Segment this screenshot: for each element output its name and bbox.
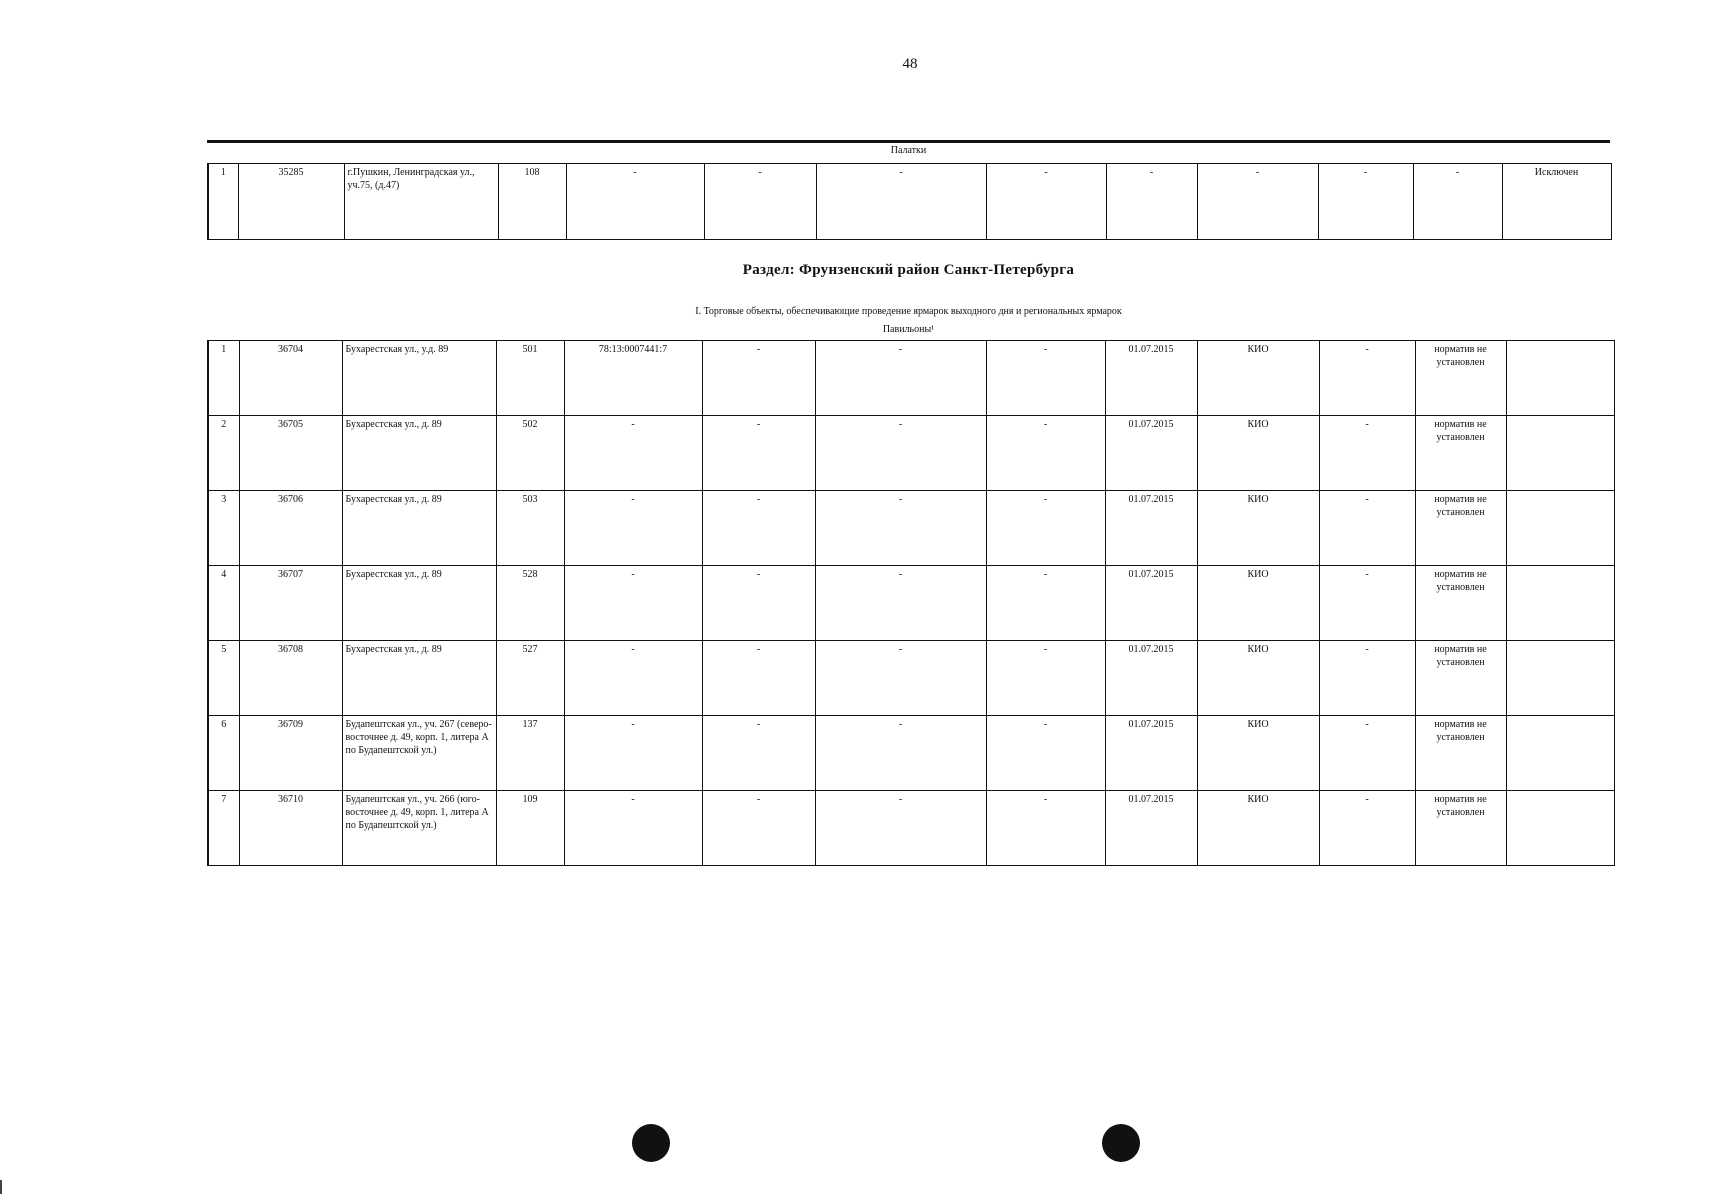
cell-place-number: 528 [496, 566, 564, 641]
cell-col-8: - [986, 341, 1105, 416]
cell-norm-status: норматив не установлен [1415, 716, 1506, 791]
cell-col-11: - [1319, 341, 1415, 416]
cell-norm-status: норматив не установлен [1415, 791, 1506, 866]
cell-address: Бухарестская ул., д. 89 [342, 491, 496, 566]
cell-date: 01.07.2015 [1105, 641, 1197, 716]
cell-col-7: - [815, 416, 986, 491]
cell-object-id: 36709 [239, 716, 342, 791]
cell-cadastral-number: - [566, 164, 704, 240]
pavilions-caption: Павильоны¹ [882, 324, 935, 335]
cell-address: Бухарестская ул., у.д. 89 [342, 341, 496, 416]
cell-note [1506, 416, 1614, 491]
table-row [208, 491, 1614, 566]
cell-col-7: - [815, 716, 986, 791]
table-row [208, 641, 1614, 716]
cell-owner: КИО [1197, 341, 1319, 416]
cell-owner: КИО [1197, 566, 1319, 641]
cell-col-6: - [702, 341, 815, 416]
cell-col-11: - [1319, 566, 1415, 641]
cell-owner: КИО [1197, 416, 1319, 491]
cell-object-id: 36707 [239, 566, 342, 641]
cell-col-6: - [702, 791, 815, 866]
cell-object-id: 35285 [238, 164, 344, 240]
cell-date: - [1106, 164, 1197, 240]
cell-col-11: - [1319, 416, 1415, 491]
cell-row-number: 3 [208, 491, 239, 566]
cell-note [1506, 341, 1614, 416]
cell-place-number: 502 [496, 416, 564, 491]
cell-row-number: 2 [208, 416, 239, 491]
cell-col-7: - [815, 566, 986, 641]
cell-col-8: - [986, 491, 1105, 566]
cell-col-8: - [986, 716, 1105, 791]
cell-place-number: 108 [498, 164, 566, 240]
cell-norm-status: норматив не установлен [1415, 341, 1506, 416]
cell-col-11: - [1318, 164, 1413, 240]
cell-col-6: - [702, 641, 815, 716]
cell-object-id: 36710 [239, 791, 342, 866]
cell-cadastral-number: - [564, 641, 702, 716]
table-row [208, 716, 1614, 791]
cell-note [1506, 491, 1614, 566]
table-row [208, 341, 1614, 416]
cell-col-8: - [986, 566, 1105, 641]
cell-col-6: - [704, 164, 816, 240]
cell-note: Исключен [1502, 164, 1611, 240]
cell-col-11: - [1319, 641, 1415, 716]
cell-cadastral-number: 78:13:0007441:7 [564, 341, 702, 416]
table-row [208, 416, 1614, 491]
cell-object-id: 36704 [239, 341, 342, 416]
tents-caption: Палатки [890, 145, 927, 156]
cell-row-number: 6 [208, 716, 239, 791]
cell-date: 01.07.2015 [1105, 566, 1197, 641]
cell-address: г.Пушкин, Ленинградская ул., уч.75, (д.47) [344, 164, 498, 240]
cell-norm-status: норматив не установлен [1415, 641, 1506, 716]
pavilions-table [207, 340, 1615, 866]
cell-col-6: - [702, 491, 815, 566]
cell-cadastral-number: - [564, 791, 702, 866]
cell-object-id: 36708 [239, 641, 342, 716]
subsection-title: I. Торговые объекты, обеспечивающие проведение ярмарок выходного дня и региональных ярмарок [695, 306, 1122, 317]
table-row [208, 791, 1614, 866]
cell-date: 01.07.2015 [1105, 791, 1197, 866]
punch-hole-left [632, 1124, 670, 1162]
cell-date: 01.07.2015 [1105, 341, 1197, 416]
cell-note [1506, 641, 1614, 716]
cell-col-11: - [1319, 791, 1415, 866]
page-number: 48 [902, 56, 918, 72]
cell-owner: КИО [1197, 491, 1319, 566]
table-row [208, 566, 1614, 641]
cell-col-6: - [702, 716, 815, 791]
cell-col-7: - [815, 791, 986, 866]
cell-owner: КИО [1197, 791, 1319, 866]
cell-date: 01.07.2015 [1105, 416, 1197, 491]
cell-col-7: - [816, 164, 986, 240]
cell-place-number: 501 [496, 341, 564, 416]
top-rule [207, 140, 1610, 143]
cell-row-number: 7 [208, 791, 239, 866]
cell-col-8: - [986, 641, 1105, 716]
cell-col-7: - [815, 491, 986, 566]
cell-address: Будапештская ул., уч. 266 (юго-восточнее д. 49, корп. 1, литера А по Будапештской ул.) [342, 791, 496, 866]
cell-col-8: - [986, 791, 1105, 866]
cell-cadastral-number: - [564, 491, 702, 566]
cell-row-number: 1 [208, 164, 238, 240]
table-row [208, 164, 1611, 240]
tents-table [207, 163, 1612, 240]
section-title: Раздел: Фрунзенский район Санкт-Петербурга [742, 262, 1075, 278]
cell-note [1506, 566, 1614, 641]
cell-date: 01.07.2015 [1105, 716, 1197, 791]
cell-col-11: - [1319, 716, 1415, 791]
cell-owner: КИО [1197, 716, 1319, 791]
cell-address: Будапештская ул., уч. 267 (северо-восточнее д. 49, корп. 1, литера А по Будапештской ул.) [342, 716, 496, 791]
cell-address: Бухарестская ул., д. 89 [342, 641, 496, 716]
cell-norm-status: - [1413, 164, 1502, 240]
cell-cadastral-number: - [564, 416, 702, 491]
punch-hole-right [1102, 1124, 1140, 1162]
cell-place-number: 137 [496, 716, 564, 791]
cell-cadastral-number: - [564, 716, 702, 791]
cell-note [1506, 716, 1614, 791]
cell-object-id: 36706 [239, 491, 342, 566]
cell-cadastral-number: - [564, 566, 702, 641]
cell-norm-status: норматив не установлен [1415, 566, 1506, 641]
cell-norm-status: норматив не установлен [1415, 416, 1506, 491]
cell-address: Бухарестская ул., д. 89 [342, 416, 496, 491]
cell-object-id: 36705 [239, 416, 342, 491]
cell-place-number: 503 [496, 491, 564, 566]
cell-col-6: - [702, 416, 815, 491]
cell-owner: - [1197, 164, 1318, 240]
cell-owner: КИО [1197, 641, 1319, 716]
cell-col-8: - [986, 164, 1106, 240]
cell-row-number: 4 [208, 566, 239, 641]
cell-note [1506, 791, 1614, 866]
cell-col-8: - [986, 416, 1105, 491]
cell-row-number: 5 [208, 641, 239, 716]
cell-col-7: - [815, 641, 986, 716]
cell-place-number: 109 [496, 791, 564, 866]
scan-edge-mark [0, 1180, 2, 1194]
cell-col-7: - [815, 341, 986, 416]
cell-norm-status: норматив не установлен [1415, 491, 1506, 566]
cell-col-6: - [702, 566, 815, 641]
cell-address: Бухарестская ул., д. 89 [342, 566, 496, 641]
cell-place-number: 527 [496, 641, 564, 716]
cell-date: 01.07.2015 [1105, 491, 1197, 566]
cell-row-number: 1 [208, 341, 239, 416]
cell-col-11: - [1319, 491, 1415, 566]
